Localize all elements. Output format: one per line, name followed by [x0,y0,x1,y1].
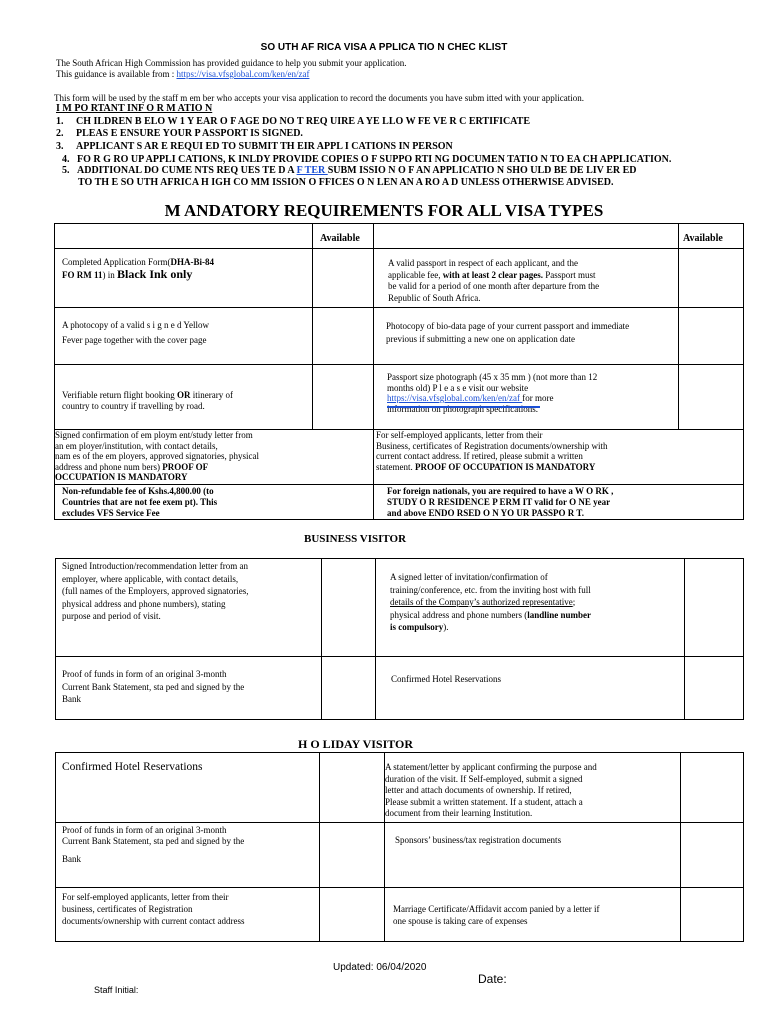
holiday-self-employed-item [62,891,244,927]
item-text: Signed Introduction/recommendation letter from an [62,561,248,571]
marriage-certificate-item [393,903,600,927]
item-text-bold: landline number [527,609,591,620]
intro-text: The South African High Commission has provided guidance to help you submit your application. [56,58,407,68]
application-form-item [62,257,214,281]
item-text: duration of the visit. If Self-employed, submit a signed [385,773,583,784]
flight-booking-item [62,390,233,411]
row-divider [54,484,744,485]
column-divider [375,558,376,720]
valid-passport-item [388,258,678,304]
item-text: Business, certificates of Registration documents/ownership with [376,440,608,451]
self-employed-item [376,430,607,472]
item-text: address and phone num bers) [55,461,163,472]
item-text: A valid passport in respect of each applicant, and the [388,258,578,268]
item-text: physical address and phone numbers ( [390,609,528,620]
item-text: A statement/letter by applicant confirming the purpose and [385,762,597,772]
point-text: ADDITIONAL DO CUME NTS REQ UES TE D A [77,165,297,176]
item-text-bold: and above ENDO RSED O N YO UR PASSPO R T. [387,508,584,518]
column-divider [678,223,679,429]
item-text-bold: For foreign nationals, you are required to have a W O RK , [387,486,614,496]
item-text-bold: STUDY O R RESIDENCE P ERM IT valid for O NE year [387,497,611,507]
column-divider [373,223,374,520]
item-text: months old) P l e a s e visit our website [387,382,529,393]
item-text: document from their learning Institution. [385,808,533,818]
row-divider [55,887,744,888]
item-text: For self-employed applicants, letter from their [62,892,229,902]
yellow-fever-item [62,320,209,348]
business-visitor-heading: BUSINESS VISITOR [304,533,407,545]
item-text: A photocopy of a valid s i g n e d Yellow [62,320,209,330]
item-text: (full names of the Employers, approved signatories, [62,586,249,596]
column-divider [684,558,685,720]
row-divider [54,364,744,365]
item-text: Fever page together with the cover page [62,334,207,345]
item-text: A signed letter of invitation/confirmation of [390,572,548,582]
point-number: 3. [56,141,64,152]
guidance-line [56,69,309,80]
item-text: one spouse is taking care of expenses [393,916,528,926]
item-text: documents/ownership with current contact address [62,916,245,926]
point-number: 1. [56,116,64,127]
column-divider [680,752,681,942]
item-text: itinerary of [190,390,233,400]
item-text: Bank [62,854,81,864]
item-text: letter and attach documents of ownership. If retired, [385,785,572,795]
point-5 [62,165,636,177]
item-text-bold: OR [176,390,191,400]
item-text: current contact address. If retired, please submit a written [376,451,583,461]
item-text-bold: Black Ink only [117,266,193,281]
intro-letter-item [62,560,248,623]
sponsors-documents-item: Sponsors’ business/tax registration documents [395,835,562,845]
row-divider [55,822,744,823]
item-text-bold: Non-refundable fee of Kshs.4,800.00 (to [62,486,214,496]
photo-spec-link[interactable]: https://visa.vfsglobal.com/ken/en/zaf [387,393,523,403]
point-1 [56,116,530,128]
item-text: Please submit a written statement. If a student, attach a [385,796,583,807]
item-text: Current Bank Statement, sta ped and signed by the [62,681,245,692]
updated-date: Updated: 06/04/2020 [333,962,427,973]
mandatory-heading: M ANDATORY REQUIREMENTS FOR ALL VISA TYPES [164,201,604,220]
staff-note: This form will be used by the staff m em ber who accepts your visa application to record the documents you have subm itted with your application. [54,93,584,103]
item-text: Verifiable return flight booking [62,390,177,400]
item-text: purpose and period of visit. [62,611,161,621]
column-divider [319,752,320,942]
item-text-underlined: details of the Company’s authorized representative [390,597,573,607]
staff-initial-label: Staff Initial: [94,985,139,995]
item-text: physical address and phone numbers), stating [62,598,226,609]
item-text: country to country if travelling by road. [62,400,205,411]
item-text-bold: is compulsory [390,622,444,632]
date-label: Date: [478,972,507,986]
row-divider [55,656,744,657]
item-text: an em ployer/institution, with contact details, [55,440,218,451]
point-text: PLEAS E ENSURE YOUR P ASSPORT IS SIGNED. [76,128,303,139]
available-header-left: Available [320,233,360,244]
important-info-heading: I M PO RTANT INF O R M ATIO N [56,103,213,114]
item-text: Passport must [543,269,596,280]
holiday-hotel-item: Confirmed Hotel Reservations [62,761,203,773]
item-text-bold: PROOF OF [162,461,209,472]
vfs-link[interactable]: https://visa.vfsglobal.com/ken/en/zaf [176,69,310,79]
item-text: ) in [102,269,117,280]
point-text: CH ILDREN B ELO W 1 Y EAR O F AGE DO NO T REQ UIRE A YE LLO W FE VE R C ERTIFICATE [76,116,531,127]
item-text: Proof of funds in form of an original 3-month [62,669,227,679]
item-text-bold: DHA-Bi-84 [170,257,214,267]
item-text: employer, where applicable, with contact details, [62,573,239,584]
row-divider [54,307,744,308]
hotel-reservations-item: Confirmed Hotel Reservations [391,674,501,684]
item-text-bold: with at least 2 clear pages. [442,269,544,280]
purpose-statement-item [385,762,597,820]
point-2 [56,128,303,140]
foreign-nationals-item [387,486,613,519]
item-text: Passport size photograph (45 x 35 mm ) (not more than 12 [387,372,598,382]
item-text-bold: PROOF OF OCCUPATION IS MANDATORY [415,461,596,472]
point-number: 4. [62,154,70,165]
employment-item [55,430,259,483]
available-header-right: Available [683,233,723,244]
proof-of-funds-item [62,668,244,706]
item-text-bold: Countries that are not fee exem pt). This [62,497,218,507]
invitation-letter-item [390,571,591,634]
column-divider [312,223,313,429]
document-title: SO UTH AF RICA VISA A PPLICA TIO N CHEC KLIST [260,42,508,53]
item-text: business, certificates of Registration [62,904,193,914]
point-text-underlined: F TER [296,165,328,176]
item-text: information on photograph specifications. [387,403,538,414]
point-3 [56,141,453,153]
point-5-continued: TO TH E SO UTH AFRICA H IGH CO MM ISSION O FFICES O N LEN AN A RO A D UNLESS OTHERWISE ADVISED. [78,177,614,188]
point-text: APPLICANT S AR E REQUI ED TO SUBMIT TH EIR APPL I CATIONS IN PERSON [76,141,453,152]
item-text: For self-employed applicants, letter from their [376,430,543,440]
item-text: Signed confirmation of em ploym ent/study letter from [55,430,253,440]
point-number: 2. [56,128,64,139]
point-number: 5. [62,165,70,176]
row-divider [54,248,744,249]
item-text: for more [522,393,554,403]
item-text-bold: FO RM 11 [62,269,103,280]
item-text: Completed Application Form( [62,257,171,267]
item-text-bold: excludes VFS Service Fee [62,508,160,518]
holiday-funds-item [62,825,244,871]
guidance-prefix: This guidance is available from : [56,69,177,79]
item-text: training/conference, etc. from the inviting host with full [390,584,591,595]
item-text: Proof of funds in form of an original 3-month [62,825,227,835]
holiday-visitor-heading: H O LIDAY VISITOR [298,737,414,751]
link-underline [387,406,540,408]
fee-item [62,486,217,519]
item-text: be valid for a period of one month after departure from the [388,281,600,291]
point-text: SUBM ISSIO N O F AN APPLICATIO N SHO ULD BE DE LIV ER ED [327,165,637,176]
item-text: ; [572,597,576,607]
item-text-bold: OCCUPATION IS MANDATORY [55,472,188,482]
item-text: statement. [376,461,415,472]
biodata-item: Photocopy of bio-data page of your current passport and immediate previous if submitting a new one on application date [386,321,630,344]
point-text: FO R G RO UP APPLI CATIONS, K INLDY PROVIDE COPIES O F SUPPO RTI NG DOCUMEN TATIO N TO EA CH APPLICATION. [77,154,672,165]
item-text: ). [443,622,449,632]
item-text: Republic of South Africa. [388,292,481,303]
item-text: applicable fee, [388,269,443,280]
item-text: Current Bank Statement, sta ped and signed by the [62,836,245,846]
item-text: Marriage Certificate/Affidavit accom panied by a letter if [393,904,600,914]
item-text: Bank [62,694,81,704]
column-divider [321,558,322,720]
item-text: nam es of the em ployers, approved signatories, physical [55,451,259,461]
